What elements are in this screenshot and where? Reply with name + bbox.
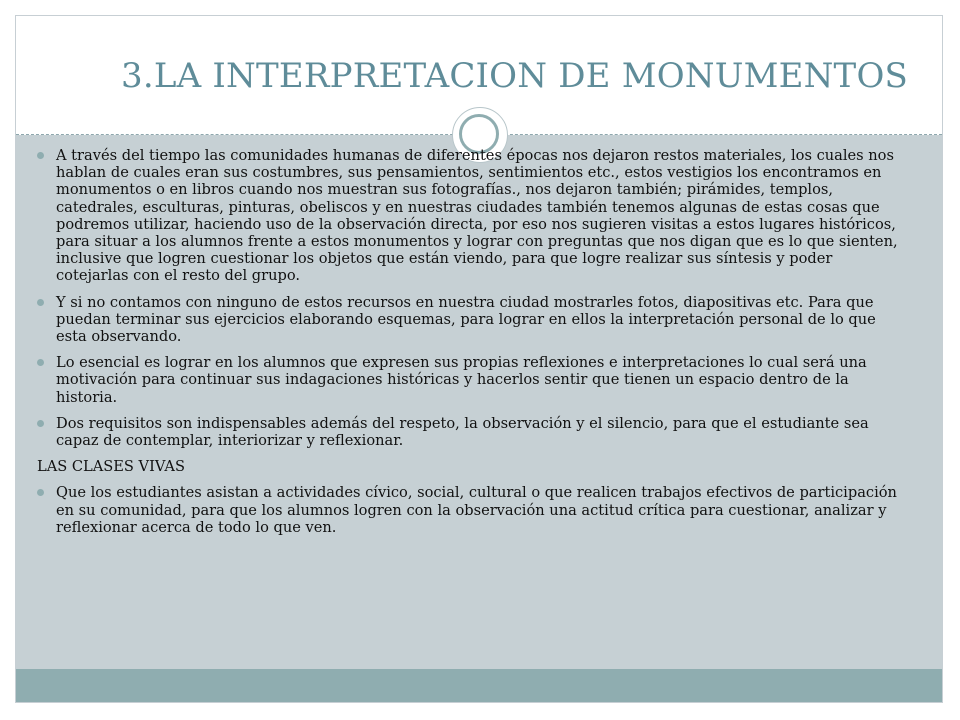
section-subheading: LAS CLASES VIVAS bbox=[37, 458, 185, 476]
bullet-text: Que los estudiantes asistan a actividades cívico, social, cultural o que realicen trabajos efectivos de participación en su comunidad, para que los alumnos logren con la observación una actitud crítica para cuestionar, analizar y reflexionar acerca de todo lo que ven. bbox=[56, 484, 897, 536]
bullet-dot-icon bbox=[37, 152, 44, 159]
bullet-dot-icon bbox=[37, 420, 44, 427]
bullet-item-1 bbox=[36, 147, 908, 285]
bullet-text: Y si no contamos con ninguno de estos recursos en nuestra ciudad mostrarles fotos, diapositivas etc. Para que puedan terminar sus ejercicios elaborando esquemas, para lograr en ellos la interpretación personal de lo que esta observando. bbox=[56, 293, 876, 346]
bullet-dot-icon bbox=[37, 359, 44, 366]
bullet-item-2 bbox=[36, 294, 908, 346]
bullet-item-3 bbox=[36, 354, 908, 406]
slide-title: 3.LA INTERPRETACION DE MONUMENTOS bbox=[121, 56, 909, 96]
bullet-dot-icon bbox=[37, 299, 44, 306]
bullet-text: A través del tiempo las comunidades humanas de diferentes épocas nos dejaron restos materiales, los cuales nos hablan de cuales eran sus costumbres, sus pensamientos, sentimientos etc., estos vestigios los encontramos en monumentos o en libros cuando nos muestran sus fotografías., nos dejaron también; pirámides, templos, catedrales, esculturas, pinturas, obeliscos y en nuestras ciudades también tenemos algunas de estas cosas que podremos utilizar, haciendo uso de la observación directa, por eso nos sugieren visitas a estos lugares históricos, para situar a los alumnos frente a estos monumentos y lograr con preguntas que nos digan que es lo que sienten, inclusive que logren cuestionar los objetos que están viendo, para que logre realizar sus síntesis y poder cotejarlas con el resto del grupo. bbox=[56, 147, 898, 285]
slide-content bbox=[36, 147, 908, 545]
bullet-text: Dos requisitos son indispensables además del respeto, la observación y el silencio, para que el estudiante sea capaz de contemplar, interiorizar y reflexionar. bbox=[56, 414, 869, 450]
bullet-dot-icon bbox=[37, 489, 44, 496]
bullet-text: Lo esencial es lograr en los alumnos que expresen sus propias reflexiones e interpretaciones lo cual será una motivación para continuar sus indagaciones históricas y hacerlos sentir que tienen un espacio dentro de la historia. bbox=[56, 354, 867, 406]
bullet-item-5 bbox=[36, 484, 908, 536]
footer-bar bbox=[16, 669, 942, 702]
bullet-item-4 bbox=[36, 415, 908, 449]
